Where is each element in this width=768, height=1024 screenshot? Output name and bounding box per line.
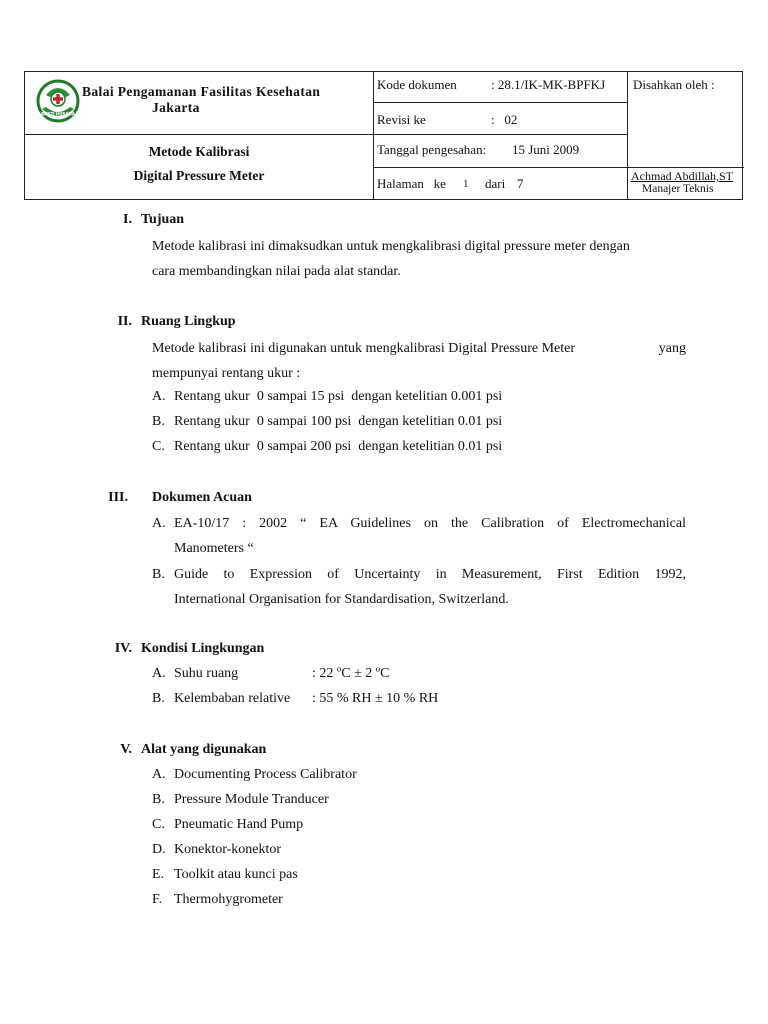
list-item — [152, 511, 686, 561]
list-letter: A. — [152, 516, 166, 531]
section-number: III. — [108, 490, 128, 505]
halaman-total: 7 — [517, 176, 524, 191]
section-title-dokumen-acuan: Dokumen Acuan — [152, 490, 252, 505]
organization-line-2: Jakarta — [152, 100, 200, 115]
list-letter: B. — [152, 792, 165, 807]
tanggal-pengesahan-label: Tanggal pengesahan: — [377, 142, 487, 157]
list-item — [152, 666, 238, 682]
kode-dokumen-label: Kode dokumen — [377, 77, 457, 92]
ruang-lingkup-paragraph — [152, 336, 686, 386]
list-item — [152, 389, 502, 405]
disahkan-label: Disahkan oleh : — [633, 77, 715, 92]
signer-title: Manajer Teknis — [642, 183, 714, 195]
list-item — [152, 817, 303, 833]
list-letter: E. — [152, 867, 165, 882]
tujuan-line-2: cara membandingkan nilai pada alat standar. — [152, 264, 401, 279]
section-number: V. — [120, 742, 132, 757]
list-item — [152, 792, 329, 808]
list-letter: C. — [152, 817, 165, 832]
section-number: I. — [123, 212, 132, 227]
list-item — [152, 892, 283, 908]
list-item — [152, 691, 290, 707]
revisi-label: Revisi ke — [377, 112, 426, 127]
section-title-kondisi-lingkungan: Kondisi Lingkungan — [141, 641, 265, 656]
tanggal-pengesahan-value: 15 Juni 2009 — [512, 142, 580, 157]
list-text: Guide to Expression of Uncertainty in Measurement, First Edition 1992, — [174, 567, 686, 582]
halaman-dari: dari — [485, 176, 506, 191]
list-text: Konektor-konektor — [174, 842, 282, 857]
ruang-lingkup-line-2: mempunyai rentang ukur : — [152, 366, 301, 381]
list-item — [152, 414, 502, 430]
list-text: Documenting Process Calibrator — [174, 767, 357, 782]
section-number: II. — [117, 314, 132, 329]
list-text: Pneumatic Hand Pump — [174, 817, 304, 832]
list-letter: C. — [152, 439, 165, 454]
list-item — [152, 439, 502, 455]
list-value: : 22 ºC ± 2 ºC — [312, 666, 390, 681]
list-letter: A. — [152, 666, 166, 681]
tujuan-line-1: Metode kalibrasi ini dimaksudkan untuk mengkalibrasi digital pressure meter dengan — [152, 239, 630, 254]
tujuan-paragraph — [152, 234, 686, 284]
halaman-label: Halaman ke — [377, 176, 446, 191]
list-text-continued: Manometers “ — [174, 541, 254, 556]
list-letter: B. — [152, 567, 165, 582]
kode-dokumen-value: : 28.1/IK-MK-BPFKJ — [491, 77, 606, 92]
list-item — [152, 562, 686, 612]
list-item — [152, 767, 357, 783]
list-text: Rentang ukur 0 sampai 200 psi dengan ketelitian 0.01 psi — [174, 439, 503, 454]
list-letter: B. — [152, 414, 165, 429]
list-item — [152, 842, 281, 858]
list-text: Pressure Module Tranducer — [174, 792, 329, 807]
signer-name: Achmad Abdillah,ST — [631, 169, 733, 183]
logo-text: BAKTI HUSADA — [41, 111, 75, 117]
section-title-ruang-lingkup: Ruang Lingkup — [141, 314, 236, 329]
organization-line-1: Balai Pengamanan Fasilitas Kesehatan — [82, 84, 321, 99]
list-item — [152, 867, 298, 883]
ruang-lingkup-line-1: Metode kalibrasi ini digunakan untuk mengkalibrasi Digital Pressure Meter — [152, 341, 576, 356]
list-text: Rentang ukur 0 sampai 100 psi dengan ketelitian 0.01 psi — [174, 414, 503, 429]
list-text: EA-10/17 : 2002 “ EA Guidelines on the Calibration of Electromechanical — [174, 516, 686, 531]
list-letter: D. — [152, 842, 166, 857]
list-text-continued: International Organisation for Standardisation, Switzerland. — [174, 592, 509, 607]
list-letter: A. — [152, 389, 166, 404]
ruang-lingkup-line-1-wrap — [152, 336, 686, 361]
list-text: Toolkit atau kunci pas — [174, 867, 298, 882]
section-title-tujuan: Tujuan — [141, 212, 185, 227]
ruang-lingkup-line-1-end: yang — [658, 341, 686, 356]
list-letter: B. — [152, 691, 165, 706]
list-value: : 55 % RH ± 10 % RH — [312, 691, 439, 706]
revisi-value: : 02 — [491, 112, 518, 127]
list-label: Suhu ruang — [174, 666, 239, 681]
halaman-number: 1 — [463, 178, 469, 190]
section-number: IV. — [114, 641, 132, 656]
list-letter: F. — [152, 892, 163, 907]
list-text: Rentang ukur 0 sampai 15 psi dengan ketelitian 0.001 psi — [174, 389, 503, 404]
list-text: Thermohygrometer — [174, 892, 283, 907]
list-letter: A. — [152, 767, 166, 782]
list-label: Kelembaban relative — [174, 691, 291, 706]
method-line-2: Digital Pressure Meter — [133, 168, 265, 183]
section-title-alat: Alat yang digunakan — [141, 742, 267, 757]
method-line-1: Metode Kalibrasi — [148, 144, 250, 159]
